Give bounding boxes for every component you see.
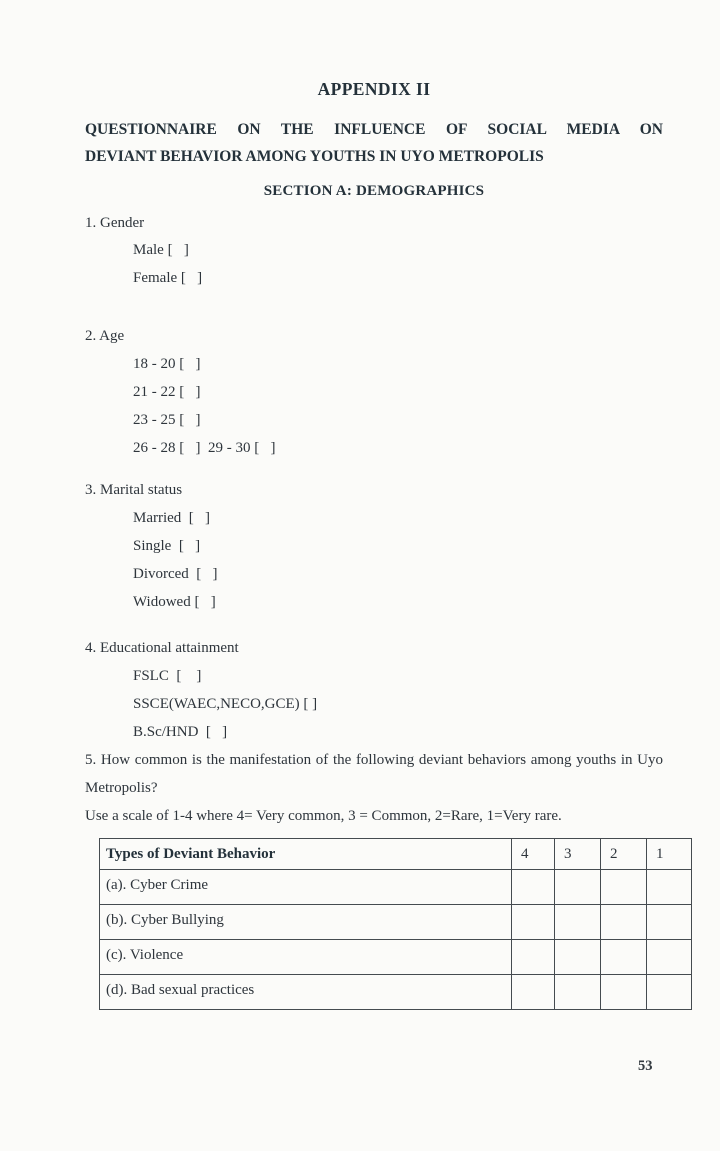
behavior-label-bad-sexual-practices: (d). Bad sexual practices bbox=[100, 975, 512, 1010]
deviant-behavior-rating-table bbox=[99, 838, 692, 1010]
rating-cell-empty bbox=[555, 905, 601, 940]
question-age-label: 2. Age bbox=[85, 328, 125, 344]
table-row-violence bbox=[100, 940, 692, 975]
age-option-23-25: 23 - 25 [ ] bbox=[133, 412, 201, 428]
section-a-title: SECTION A: DEMOGRAPHICS bbox=[263, 183, 485, 199]
rating-cell-empty bbox=[512, 870, 555, 905]
marital-option-married: Married [ ] bbox=[133, 510, 211, 526]
question-age bbox=[85, 322, 663, 462]
page-number: 53 bbox=[638, 1058, 653, 1074]
marital-option-widowed: Widowed [ ] bbox=[133, 594, 216, 610]
rating-scale-note: Use a scale of 1-4 where 4= Very common, 3 = Common, 2=Rare, 1=Very rare. bbox=[85, 808, 562, 824]
column-header-1: 1 bbox=[647, 839, 692, 870]
rating-cell-empty bbox=[647, 870, 692, 905]
rating-cell-empty bbox=[647, 940, 692, 975]
question-marital-status bbox=[85, 476, 663, 616]
age-option-21-22: 21 - 22 [ ] bbox=[133, 384, 201, 400]
rating-cell-empty bbox=[601, 940, 647, 975]
question-educational-attainment-label: 4. Educational attainment bbox=[85, 640, 239, 656]
age-option-18-20: 18 - 20 [ ] bbox=[133, 356, 201, 372]
rating-cell-empty bbox=[647, 905, 692, 940]
rating-cell-empty bbox=[512, 975, 555, 1010]
age-option-26-28-29-30: 26 - 28 [ ] 29 - 30 [ ] bbox=[133, 440, 276, 456]
rating-cell-empty bbox=[512, 940, 555, 975]
education-option-fslc: FSLC [ ] bbox=[133, 668, 202, 684]
gender-option-male: Male [ ] bbox=[133, 242, 189, 258]
rating-cell-empty bbox=[601, 905, 647, 940]
column-header-behavior-types: Types of Deviant Behavior bbox=[100, 839, 512, 870]
education-option-ssce: SSCE(WAEC,NECO,GCE) [ ] bbox=[133, 696, 318, 712]
rating-cell-empty bbox=[555, 975, 601, 1010]
gender-option-female: Female [ ] bbox=[133, 270, 203, 286]
education-option-bsc-hnd: B.Sc/HND [ ] bbox=[133, 724, 228, 740]
rating-cell-empty bbox=[555, 940, 601, 975]
rating-cell-empty bbox=[601, 975, 647, 1010]
table-row-bad-sexual-practices bbox=[100, 975, 692, 1010]
questionnaire-title-line-1: QUESTIONNAIRE ON THE INFLUENCE OF SOCIAL MEDIA ON bbox=[85, 121, 663, 138]
rating-cell-empty bbox=[512, 905, 555, 940]
rating-cell-empty bbox=[555, 870, 601, 905]
rating-cell-empty bbox=[601, 870, 647, 905]
column-header-4: 4 bbox=[512, 839, 555, 870]
question-deviant-behavior-prompt: 5. How common is the manifestation of the following deviant behaviors among youths in Uyo Metropolis? bbox=[85, 752, 663, 796]
column-header-3: 3 bbox=[555, 839, 601, 870]
page-content bbox=[85, 78, 663, 1010]
behavior-label-cyber-bullying: (b). Cyber Bullying bbox=[100, 905, 512, 940]
question-marital-status-label: 3. Marital status bbox=[85, 482, 183, 498]
marital-option-single: Single [ ] bbox=[133, 538, 201, 554]
table-row-cyber-crime bbox=[100, 870, 692, 905]
behavior-label-cyber-crime: (a). Cyber Crime bbox=[100, 870, 512, 905]
marital-option-divorced: Divorced [ ] bbox=[133, 566, 218, 582]
column-header-2: 2 bbox=[601, 839, 647, 870]
table-row-cyber-bullying bbox=[100, 905, 692, 940]
question-educational-attainment bbox=[85, 634, 663, 746]
table-header-row bbox=[100, 839, 692, 870]
rating-cell-empty bbox=[647, 975, 692, 1010]
appendix-title: APPENDIX II bbox=[317, 79, 431, 99]
behavior-label-violence: (c). Violence bbox=[100, 940, 512, 975]
question-gender bbox=[85, 210, 663, 292]
questionnaire-title-line-2: DEVIANT BEHAVIOR AMONG YOUTHS IN UYO METROPOLIS bbox=[85, 148, 544, 165]
questionnaire-title bbox=[85, 116, 663, 170]
question-gender-label: 1. Gender bbox=[85, 215, 145, 231]
